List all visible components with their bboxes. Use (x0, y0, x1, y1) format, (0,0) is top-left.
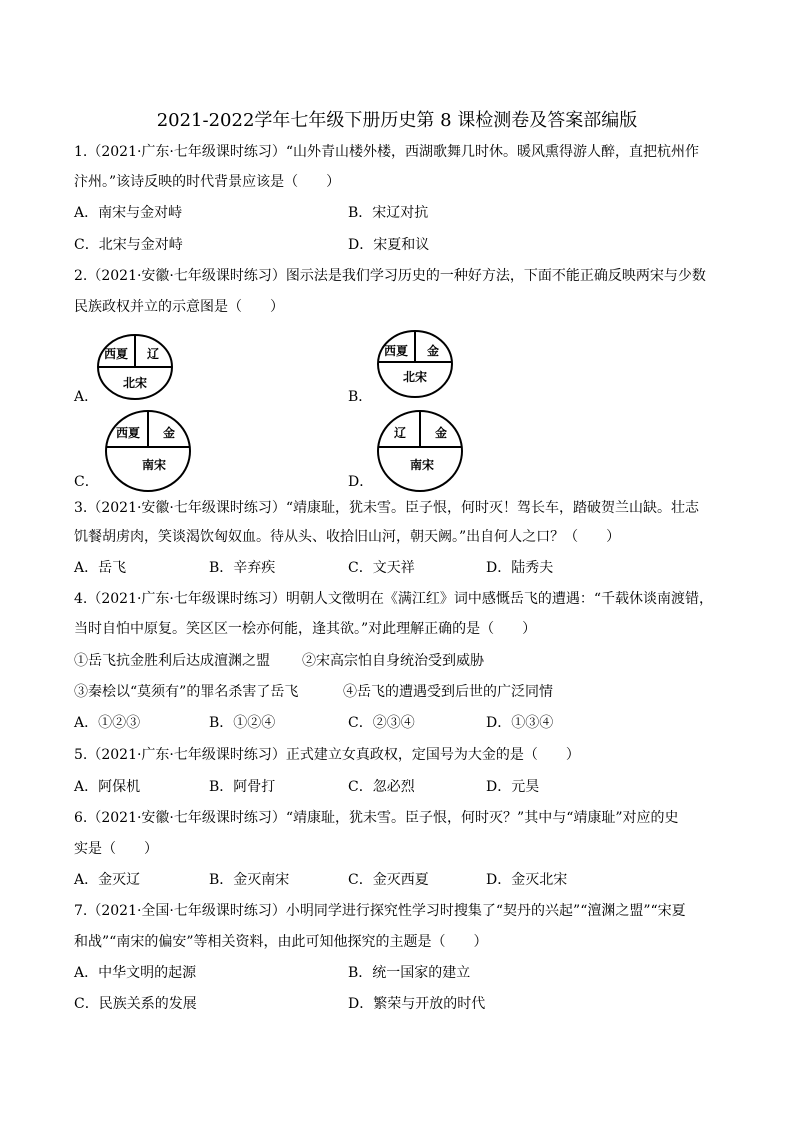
option: B．阿骨打 (209, 779, 276, 795)
option: D．繁荣与开放的时代 (348, 996, 486, 1012)
option: A．①②③ (74, 715, 141, 731)
statement: ①岳飞抗金胜利后达成澶渊之盟 (74, 653, 270, 669)
option: B．①②④ (209, 715, 276, 731)
option: D．陆秀夫 (486, 560, 554, 576)
question-4-text: 当时自怕中原复。笑区区一桧亦何能，逢其欲。”对此理解正确的是（ ） (74, 621, 537, 637)
question-5-text: 5.（2021·广东·七年级课时练习）正式建立女真政权，定国号为大金的是（ ） (74, 747, 580, 763)
option: C．民族关系的发展 (74, 996, 197, 1012)
question-6-text: 6.（2021·安徽·七年级课时练习）“靖康耻，犹未雪。臣子恨，何时灭？”其中与“靖康耻”对应的史 (74, 810, 679, 826)
diagram-c (104, 409, 192, 493)
option: C．金灭西夏 (348, 872, 429, 888)
option: C． (74, 474, 99, 490)
region-label: 辽 (146, 347, 160, 361)
diagram-b (376, 329, 454, 399)
option: C．北宋与金对峙 (74, 237, 183, 253)
question-7-text: 7.（2021·全国·七年级课时练习）小明同学进行探究性学习时搜集了“契丹的兴起”“澶渊之盟”“宋夏 (74, 903, 686, 919)
diagram-a (96, 332, 174, 402)
option: D．元昊 (486, 779, 540, 795)
region-label: 西夏 (103, 347, 129, 361)
document-title: 2021-2022学年七年级下册历史第 8 课检测卷及答案部编版 (156, 110, 638, 131)
region-label: 金 (426, 344, 440, 358)
option: C．忽必烈 (348, 779, 415, 795)
question-1-text: 汴州。”该诗反映的时代背景应该是（ ） (74, 174, 341, 190)
question-7-text: 和战”“南宋的偏安”等相关资料，由此可知他探究的主题是（ ） (74, 934, 488, 950)
option: B．辛弃疾 (209, 560, 276, 576)
option: A．南宋与金对峙 (74, 205, 183, 221)
option: C．②③④ (348, 715, 415, 731)
statement: ④岳飞的遭遇受到后世的广泛同情 (343, 684, 553, 700)
option: B．宋辽对抗 (348, 205, 429, 221)
option: A．岳飞 (74, 560, 127, 576)
question-6-text: 实是（ ） (74, 841, 158, 857)
question-3-text: 3.（2021·安徽·七年级课时练习）“靖康耻，犹未雪。臣子恨，何时灭！驾长车，踏破贺兰山缺。壮志 (74, 500, 700, 516)
question-1-text: 1.（2021·广东·七年级课时练习）“山外青山楼外楼，西湖歌舞几时休。暖风熏得游人醉，直把杭州作 (74, 144, 700, 160)
option: D．①③④ (486, 715, 554, 731)
region-label: 北宋 (402, 370, 428, 384)
option: B．金灭南宋 (209, 872, 290, 888)
option: B． (348, 389, 373, 405)
region-label: 南宋 (409, 458, 435, 472)
region-label: 南宋 (141, 458, 167, 472)
question-4-text: 4.（2021·广东·七年级课时练习）明朝人文徵明在《满江红》词中感慨岳飞的遭遇：“千载休谈南渡错， (74, 591, 714, 607)
option: A．阿保机 (74, 779, 141, 795)
option: D． (348, 474, 374, 490)
region-label: 西夏 (383, 344, 409, 358)
option: D．宋夏和议 (348, 237, 430, 253)
diagram-d (376, 409, 464, 493)
option: A．金灭辽 (74, 872, 141, 888)
statement: ③秦桧以“莫须有”的罪名杀害了岳飞 (74, 684, 299, 700)
option: A． (74, 389, 99, 405)
region-label: 辽 (393, 426, 407, 440)
region-label: 西夏 (115, 426, 141, 440)
option: D．金灭北宋 (486, 872, 568, 888)
question-2-text: 2.（2021·安徽·七年级课时练习）图示法是我们学习历史的一种好方法，下面不能正确反映两宋与少数 (74, 268, 706, 284)
question-2-text: 民族政权并立的示意图是（ ） (74, 299, 284, 315)
question-3-text: 饥餐胡虏肉，笑谈渴饮匈奴血。待从头、收拾旧山河，朝天阙。”出自何人之口？（ ） (74, 529, 621, 545)
option: A．中华文明的起源 (74, 965, 197, 981)
region-label: 金 (434, 426, 448, 440)
region-label: 金 (162, 426, 176, 440)
statement: ②宋高宗怕自身统治受到威胁 (302, 653, 484, 669)
option: B．统一国家的建立 (348, 965, 471, 981)
region-label: 北宋 (122, 376, 148, 390)
option: C．文天祥 (348, 560, 415, 576)
